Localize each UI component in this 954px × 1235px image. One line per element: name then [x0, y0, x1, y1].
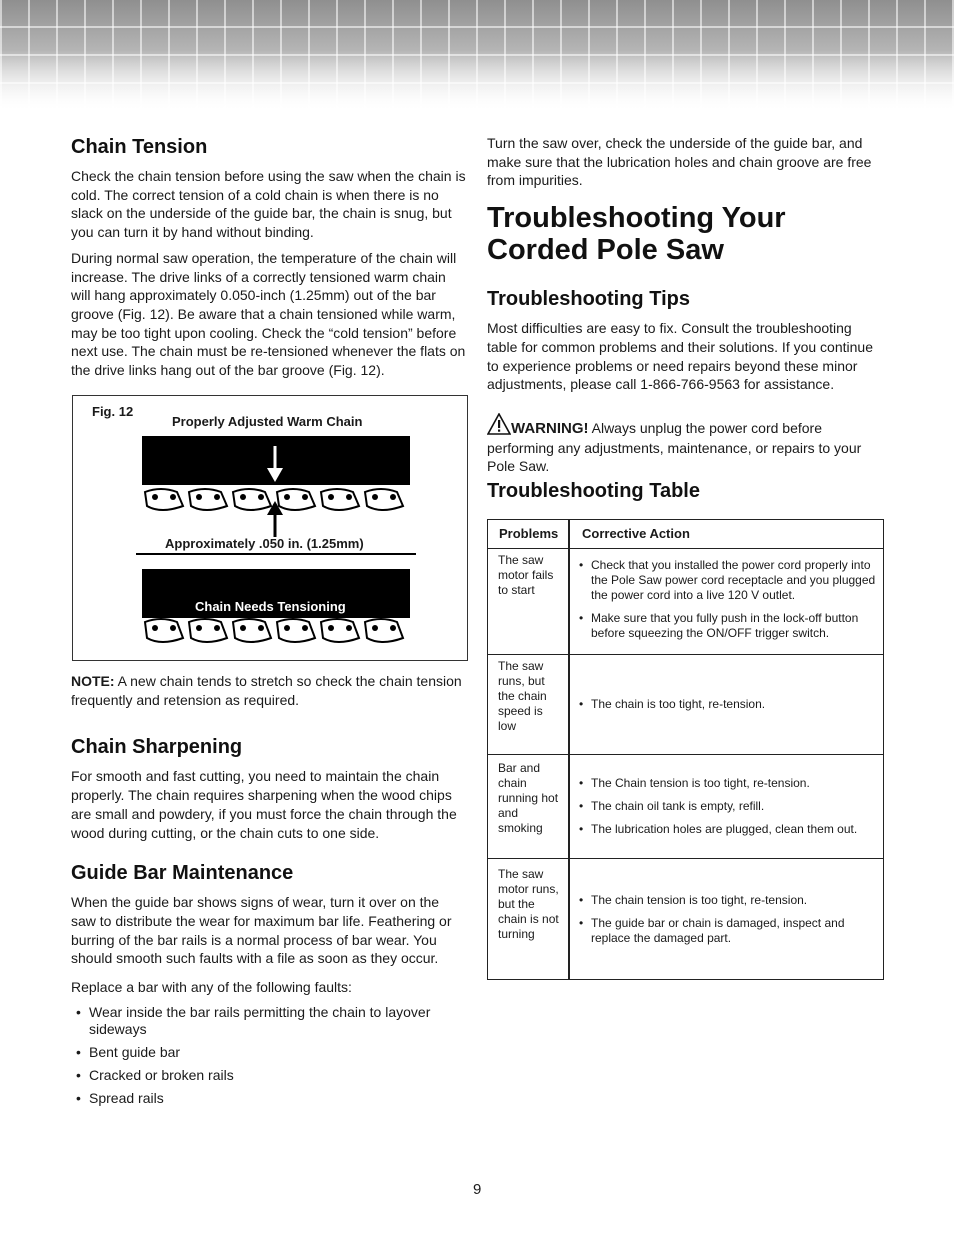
table-heading: Troubleshooting Table: [487, 480, 700, 502]
figure-label: Fig. 12: [92, 404, 134, 419]
note-paragraph: [71, 672, 467, 709]
chain-teeth-loose: [141, 616, 413, 650]
arrow-down-icon: [265, 446, 285, 486]
list-item: • Cracked or broken rails: [71, 1067, 467, 1084]
figure-mid-caption: Approximately .050 in. (1.25mm): [165, 536, 364, 551]
list-item: • Spread rails: [71, 1090, 467, 1107]
action-item: • The chain tension is too tight, re-tension.: [579, 893, 879, 908]
arrow-up-icon: [265, 501, 285, 537]
action-cell: [579, 776, 879, 845]
table-row: [488, 858, 883, 979]
problem-cell: The saw motor fails to start: [498, 553, 554, 597]
replace-intro: Replace a bar with any of the following faults:: [71, 979, 352, 996]
list-item: • Bent guide bar: [71, 1044, 467, 1061]
action-item: • The guide bar or chain is damaged, inspect and replace the damaged part.: [579, 916, 879, 946]
tips-heading: Troubleshooting Tips: [487, 288, 690, 311]
guide-bar-heading: Guide Bar Maintenance: [71, 862, 294, 885]
action-item: • The chain is too tight, re-tension.: [579, 697, 879, 712]
tips-text: Most difficulties are easy to fix. Consult the troubleshooting table for common problems and their solutions. If you continue to experience problems or need repairs beyond these minor adjustments, please call 1-866-766-9563 for assistance.: [487, 320, 873, 393]
header-band: [0, 0, 954, 112]
chain-sharpening-text: For smooth and fast cutting, you need to maintain the chain properly. The chain requires sharpening when the wood chips are small and powdery, if you must force the chain through the wood during cutting, or the chain cuts to one side.: [71, 768, 457, 841]
page-number: 9: [473, 1181, 482, 1198]
action-item: • The Chain tension is too tight, re-tension.: [579, 776, 879, 791]
warning-label: WARNING!: [511, 419, 589, 437]
table-row: [488, 548, 883, 654]
left-column: [71, 136, 467, 387]
faults-list: [71, 1004, 467, 1107]
chain-tension-p1: Check the chain tension before using the saw when the chain is cold. The correct tension of a cold chain is when there is no slack on the underside of the guide bar, the chain is snug, but you can turn it by hand without binding.: [71, 168, 466, 241]
table-row: [488, 654, 883, 754]
action-item: • Check that you installed the power cord properly into the Pole Saw power cord receptacle and you plugged the power cord into a live 120 V outlet.: [579, 558, 879, 603]
chain-sharpening-heading: Chain Sharpening: [71, 736, 243, 759]
action-item: • The chain oil tank is empty, refill.: [579, 799, 879, 814]
list-item: • Wear inside the bar rails permitting the chain to layover sideways: [71, 1004, 467, 1038]
note-label: NOTE:: [71, 673, 115, 689]
figure-12: [72, 395, 468, 661]
warning-paragraph: [487, 413, 885, 476]
note-text: A new chain tends to stretch so check the chain tension frequently and retension as required.: [71, 673, 462, 708]
table-row: [488, 754, 883, 858]
action-item: • The lubrication holes are plugged, clean them out.: [579, 822, 879, 837]
right-intro: Turn the saw over, check the underside of the guide bar, and make sure that the lubrication holes and chain groove are free from impurities.: [487, 135, 872, 189]
chain-tension-heading: Chain Tension: [71, 136, 208, 158]
right-column: [487, 134, 885, 483]
col-header-action: Corrective Action: [582, 526, 690, 541]
action-item: • Make sure that you fully push in the lock-off button before squeezing the ON/OFF trigger switch.: [579, 611, 879, 641]
main-title-line2: Corded Pole Saw: [487, 234, 724, 267]
guide-bar-text: When the guide bar shows signs of wear, turn it over on the saw to distribute the wear for maximum bar life. Feathering or burring of the bar rails is a normal process of bar wear. You should smooth such faults with a file as soon as they occur.: [71, 894, 452, 967]
figure-bottom-caption: Chain Needs Tensioning: [195, 599, 346, 614]
warning-text: Always unplug the power cord before performing any adjustments, maintenance, or repairs to your Pole Saw.: [487, 419, 862, 475]
action-cell: [579, 893, 879, 954]
main-title-line1: Troubleshooting Your: [487, 202, 786, 235]
action-cell: [579, 558, 879, 649]
main-title: [487, 202, 885, 266]
chain-tension-p2: During normal saw operation, the temperature of the chain will increase. The drive links of a correctly tensioned warm chain will hang approximately 0.050-inch (1.25mm) out of the bar groove (Fig. 12). Be aware that a chain tensioned while warm, may be too tight upon cooling. Check the “cold tension” before next use. The chain must be re-tensioned whenever the flats on the drive links hang out of the bar groove (Fig. 12).: [71, 249, 466, 379]
figure-top-caption: Properly Adjusted Warm Chain: [172, 414, 363, 429]
measure-line: [136, 553, 416, 555]
action-cell: [579, 697, 879, 720]
left-lower: [71, 672, 467, 1113]
troubleshooting-table: [487, 519, 884, 980]
problem-cell: The saw runs, but the chain speed is low: [498, 659, 547, 733]
col-header-problems: Problems: [499, 526, 559, 541]
problem-cell: Bar and chain running hot and smoking: [498, 761, 559, 835]
warning-icon: [487, 413, 511, 435]
problem-cell: The saw motor runs, but the chain is not turning: [498, 867, 559, 941]
